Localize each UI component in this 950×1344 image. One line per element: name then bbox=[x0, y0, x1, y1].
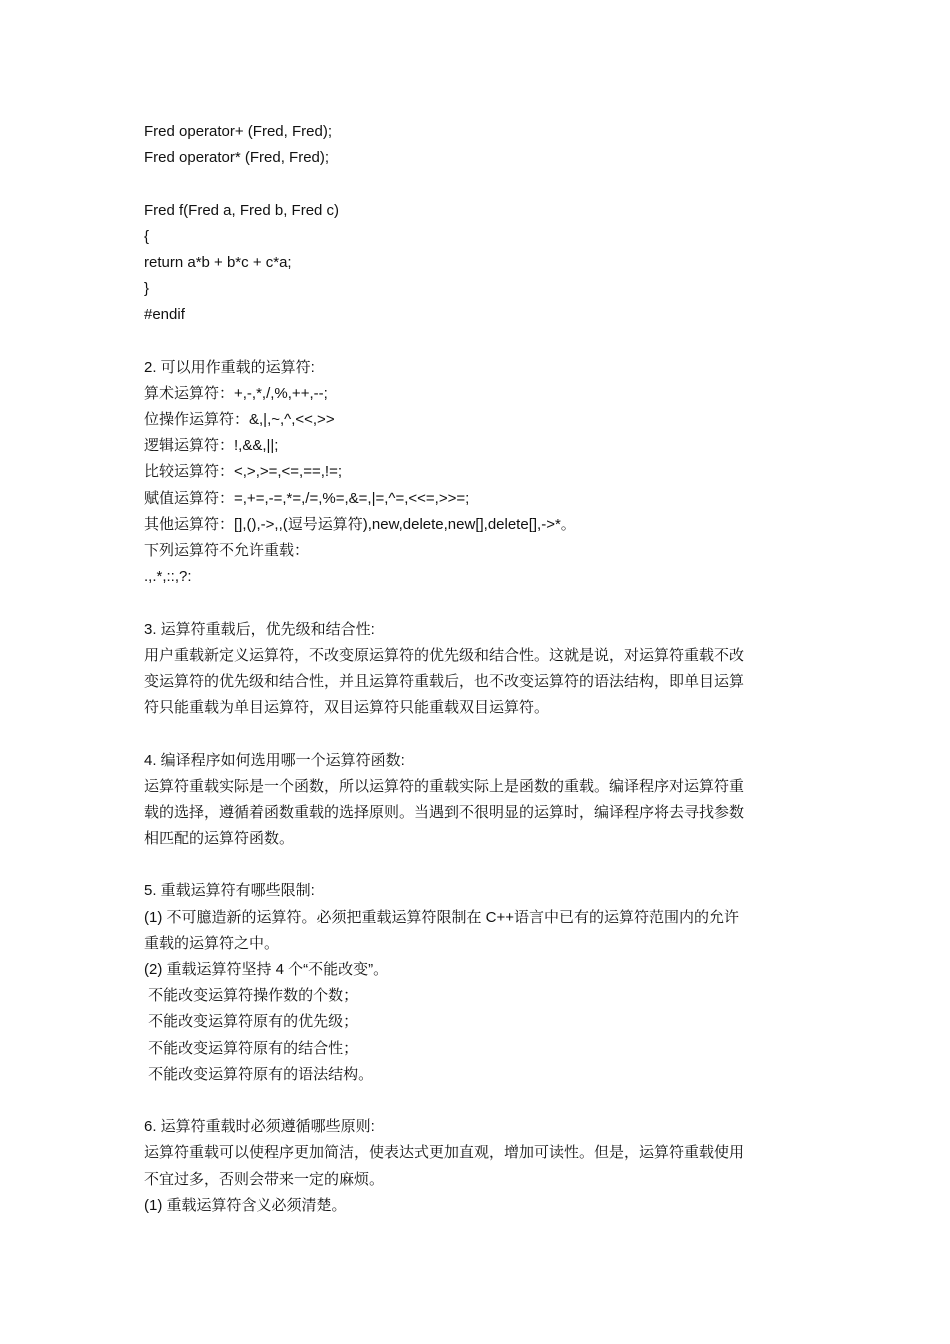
text-line: 变运算符的优先级和结合性，并且运算符重载后，也不改变运算符的语法结构，即单目运算 bbox=[144, 672, 745, 690]
text-line: 其他运算符：[],(),->,,(逗号运算符),new,delete,new[],delete[],->*。 bbox=[144, 515, 576, 533]
text-line: 不能改变运算符操作数的个数； bbox=[144, 987, 359, 1005]
text-line: Fred operator+ (Fred, Fred); bbox=[144, 123, 332, 140]
text-line: 不宜过多，否则会带来一定的麻烦。 bbox=[144, 1170, 385, 1188]
blank-line bbox=[144, 329, 814, 355]
text-line: 不能改变运算符原有的优先级； bbox=[144, 1013, 359, 1031]
text-line: 不能改变运算符原有的结合性； bbox=[144, 1039, 359, 1057]
text-line: (1) 不可臆造新的运算符。必须把重载运算符限制在 C++语言中已有的运算符范围内的允许 bbox=[144, 908, 740, 926]
text-line: 2. 可以用作重载的运算符: bbox=[144, 358, 315, 376]
text-line: 运算符重载可以使程序更加简洁，使表达式更加直观，增加可读性。但是，运算符重载使用 bbox=[144, 1144, 745, 1162]
text-line: 符只能重载为单目运算符，双目运算符只能重载双目运算符。 bbox=[144, 699, 550, 717]
text-line: { bbox=[144, 227, 150, 245]
text-line: 位操作运算符：&,|,~,^,<<,>> bbox=[144, 411, 335, 429]
document-body bbox=[144, 119, 814, 1219]
text-line: Fred operator* (Fred, Fred); bbox=[144, 149, 330, 167]
text-line: } bbox=[144, 280, 150, 298]
blank-line bbox=[144, 1088, 814, 1114]
text-line: (1) 重载运算符含义必须清楚。 bbox=[144, 1196, 347, 1214]
text-line: 算术运算符：+,-,*,/,%,++,--; bbox=[144, 384, 328, 402]
text-line: #endif bbox=[144, 306, 185, 324]
text-line: 4. 编译程序如何选用哪一个运算符函数: bbox=[144, 751, 405, 769]
text-line: 重载的运算符之中。 bbox=[144, 934, 280, 952]
text-line: 相匹配的运算符函数。 bbox=[144, 830, 295, 848]
text-line: 运算符重载实际是一个函数，所以运算符的重载实际上是函数的重载。编译程序对运算符重 bbox=[144, 777, 745, 795]
text-line: 不能改变运算符原有的语法结构。 bbox=[144, 1065, 374, 1083]
blank-line bbox=[144, 721, 814, 747]
text-line: 比较运算符：<,>,>=,<=,==,!=; bbox=[144, 463, 343, 481]
text-line: 载的选择，遵循着函数重载的选择原则。当遇到不很明显的运算时，编译程序将去寻找参数 bbox=[144, 803, 745, 821]
text-line: 下列运算符不允许重载： bbox=[144, 542, 310, 559]
text-line: .,.*,::,?: bbox=[144, 568, 192, 586]
blank-line bbox=[144, 171, 814, 197]
text-line: (2) 重载运算符坚持 4 个“不能改变”。 bbox=[144, 961, 389, 978]
text-line: 5. 重载运算符有哪些限制: bbox=[144, 882, 315, 900]
text-line: 逻辑运算符：!,&&,||; bbox=[144, 437, 279, 455]
blank-line bbox=[144, 590, 814, 616]
text-line: 用户重载新定义运算符，不改变原运算符的优先级和结合性。这就是说，对运算符重载不改 bbox=[144, 646, 745, 664]
text-line: return a*b + b*c + c*a; bbox=[144, 253, 292, 271]
text-line: 6. 运算符重载时必须遵循哪些原则: bbox=[144, 1118, 375, 1136]
text-line: 3. 运算符重载后，优先级和结合性: bbox=[144, 620, 375, 638]
blank-line bbox=[144, 852, 814, 878]
text-line: Fred f(Fred a, Fred b, Fred c) bbox=[144, 201, 340, 219]
text-line: 赋值运算符：=,+=,-=,*=,/=,%=,&=,|=,^=,<<=,>>=; bbox=[144, 489, 470, 507]
